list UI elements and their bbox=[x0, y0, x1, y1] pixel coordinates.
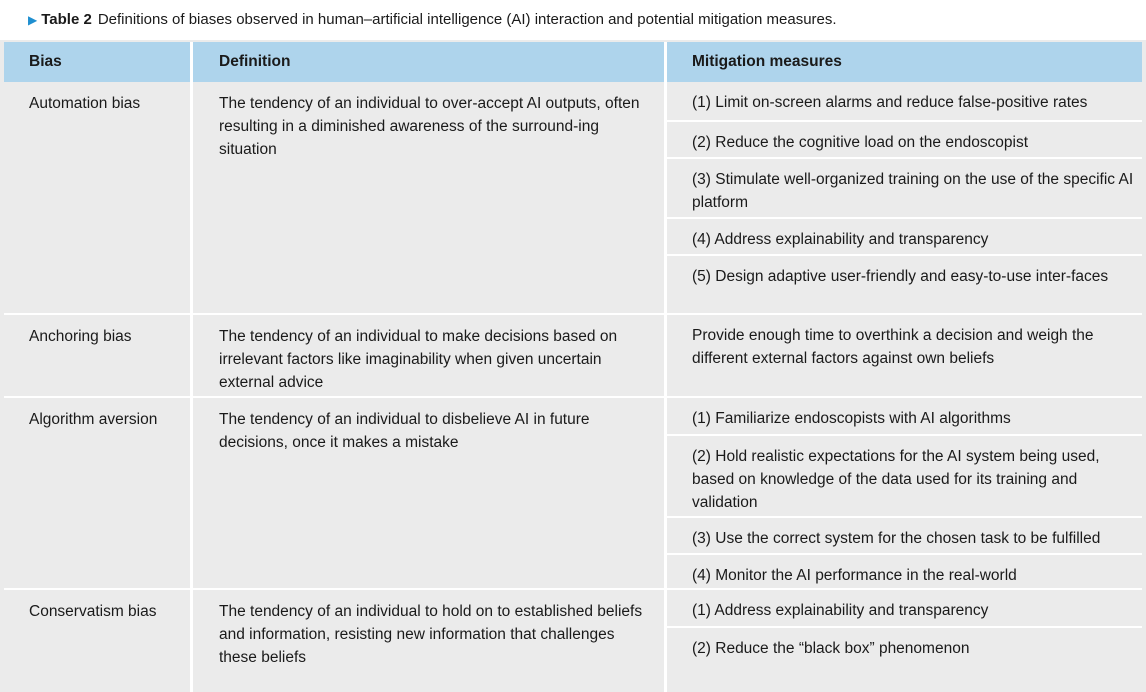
mitigation-item: (1) Address explainability and transparency bbox=[692, 602, 989, 619]
mitigation-item: (2) Reduce the “black box” phenomenon bbox=[692, 640, 970, 657]
mitigation-item: (4) Address explainability and transparency bbox=[692, 231, 989, 248]
header-definition: Definition bbox=[193, 42, 664, 82]
mitigation-item: (3) Stimulate well-organized training on the use of the specific AI platform bbox=[692, 171, 1134, 211]
mitigation-item: (2) Hold realistic expectations for the AI system being used, based on knowledge of the data used for its training and validation bbox=[692, 448, 1100, 511]
table-row-bias: Anchoring bias bbox=[29, 328, 132, 345]
table-label: Table 2 bbox=[41, 11, 92, 28]
mitigation-item: (4) Monitor the AI performance in the real-world bbox=[692, 567, 1017, 584]
table-row-bias: Algorithm aversion bbox=[29, 411, 158, 428]
table-row-bias: Automation bias bbox=[29, 95, 141, 112]
mitigation-item: (2) Reduce the cognitive load on the endoscopist bbox=[692, 134, 1029, 151]
mitigation-item: Provide enough time to overthink a decision and weigh the different external factors against own beliefs bbox=[692, 327, 1094, 367]
bias-table bbox=[4, 42, 1142, 692]
table-caption-text: Definitions of biases observed in human–artificial intelligence (AI) interaction and potential mitigation measures. bbox=[97, 11, 837, 28]
table-row-definition: The tendency of an individual to disbelieve AI in future decisions, once it makes a mistake bbox=[219, 411, 590, 451]
mitigation-item: (1) Limit on-screen alarms and reduce false-positive rates bbox=[692, 94, 1088, 111]
table-row-definition: The tendency of an individual to make decisions based on irrelevant factors like imaginability when given uncertain external advice bbox=[219, 328, 618, 391]
triangle-right-icon: ▶ bbox=[28, 13, 38, 27]
header-bias: Bias bbox=[4, 42, 190, 82]
table-row-definition: The tendency of an individual to hold on to established beliefs and information, resisting new information that challenges these beliefs bbox=[219, 603, 643, 666]
mitigation-item: (5) Design adaptive user-friendly and easy-to-use inter-faces bbox=[692, 268, 1109, 285]
table-row-definition: The tendency of an individual to over-accept AI outputs, often resulting in a diminished awareness of the surround-ing situation bbox=[219, 95, 640, 158]
mitigation-item: (3) Use the correct system for the chosen task to be fulfilled bbox=[692, 530, 1101, 547]
header-mitigation-measures: Mitigation measures bbox=[667, 42, 1142, 82]
table-caption bbox=[0, 0, 1146, 40]
mitigation-item: (1) Familiarize endoscopists with AI algorithms bbox=[692, 410, 1011, 427]
table-row-bias: Conservatism bias bbox=[29, 603, 157, 620]
